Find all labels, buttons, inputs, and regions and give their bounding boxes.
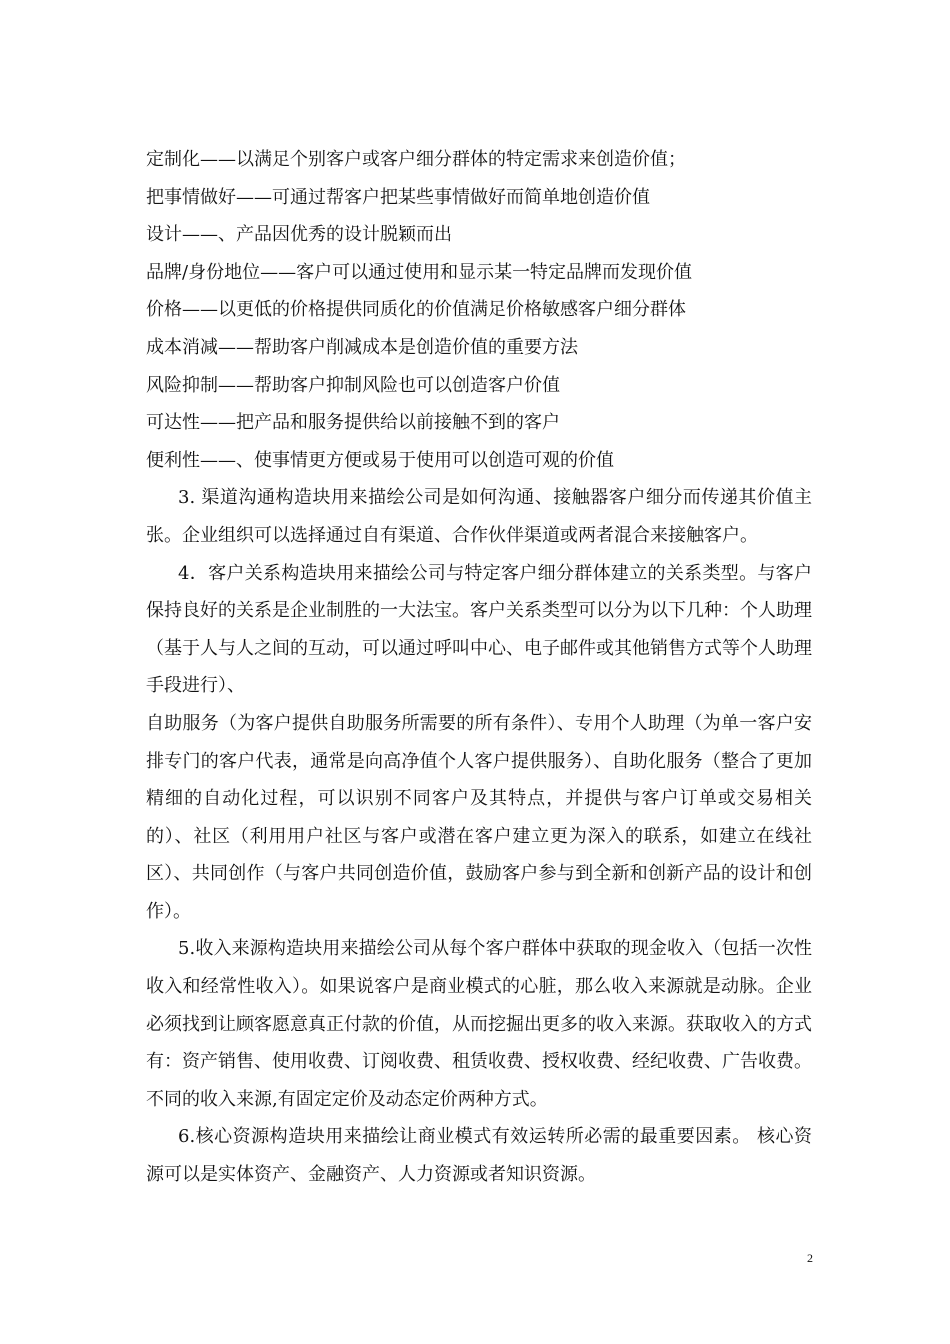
value-item-risk-reduction: 风险抑制——帮助客户抑制风险也可以创造客户价值 [146, 374, 560, 396]
value-item-convenience: 便利性——、使事情更方便或易于使用可以创造可观的价值 [146, 449, 614, 471]
paragraph-relationship-types: 自助服务（为客户提供自助服务所需要的所有条件）、专用个人助理（为单一客户安排专门的客户代表，通常是向高净值个人客户提供服务）、自助化服务（整合了更加精细的自动化过程，可以识别不同客户及其特点，并提供与客户订单或交易相关的）、社区（利用用户社区与客户或潜在客户建立更为深入的联系，如建立在线社区）、共同创作（与客户共同创造价值，鼓励客户参与到全新和创新产品的设计和创作）。 [146, 712, 812, 922]
paragraph-revenue-streams: 5.收入来源构造块用来描绘公司从每个客户群体中获取的现金收入（包括一次性收入和经常性收入）。如果说客户是商业模式的心脏，那么收入来源就是动脉。企业必须找到让顾客愿意真正付款的价值，从而挖掘出更多的收入来源。获取收入的方式有：资产销售、使用收费、订阅收费、租赁收费、授权收费、经纪收费、广告收费。不同的收入来源,有固定定价及动态定价两种方式。 [146, 938, 812, 1110]
paragraph-customer-relationships: 4．客户关系构造块用来描绘公司与特定客户细分群体建立的关系类型。与客户保持良好的关系是企业制胜的一大法宝。客户关系类型可以分为以下几种：个人助理 [146, 562, 812, 622]
value-item-design: 设计——、产品因优秀的设计脱颖而出 [146, 224, 452, 246]
paragraph-key-resources: 6.核心资源构造块用来描绘让商业模式有效运转所必需的最重要因素。 核心资源可以是实体资产、金融资产、人力资源或者知识资源。 [146, 1126, 812, 1186]
page-number: 2 [807, 1251, 813, 1265]
body-text [146, 141, 812, 1194]
value-item-cost-reduction: 成本消减——帮助客户削减成本是创造价值的重要方法 [146, 336, 578, 358]
value-item-accessibility: 可达性——把产品和服务提供给以前接触不到的客户 [146, 412, 560, 434]
paragraph-personal-assistance: （基于人与人之间的互动，可以通过呼叫中心、电子邮件或其他销售方式等个人助理手段进行）、 [146, 637, 812, 697]
paragraph-channels: 3. 渠道沟通构造块用来描绘公司是如何沟通、接触器客户细分而传递其价值主张。企业组织可以选择通过自有渠道、合作伙伴渠道或两者混合来接触客户。 [146, 487, 812, 546]
value-item-price: 价格——以更低的价格提供同质化的价值满足价格敏感客户细分群体 [146, 299, 686, 321]
value-item-getting-job-done: 把事情做好——可通过帮客户把某些事情做好而简单地创造价值 [146, 186, 650, 208]
value-item-customization: 定制化——以满足个别客户或客户细分群体的特定需求来创造价值； [146, 149, 686, 170]
value-item-brand-status: 品牌/身份地位——客户可以通过使用和显示某一特定品牌而发现价值 [146, 261, 693, 283]
